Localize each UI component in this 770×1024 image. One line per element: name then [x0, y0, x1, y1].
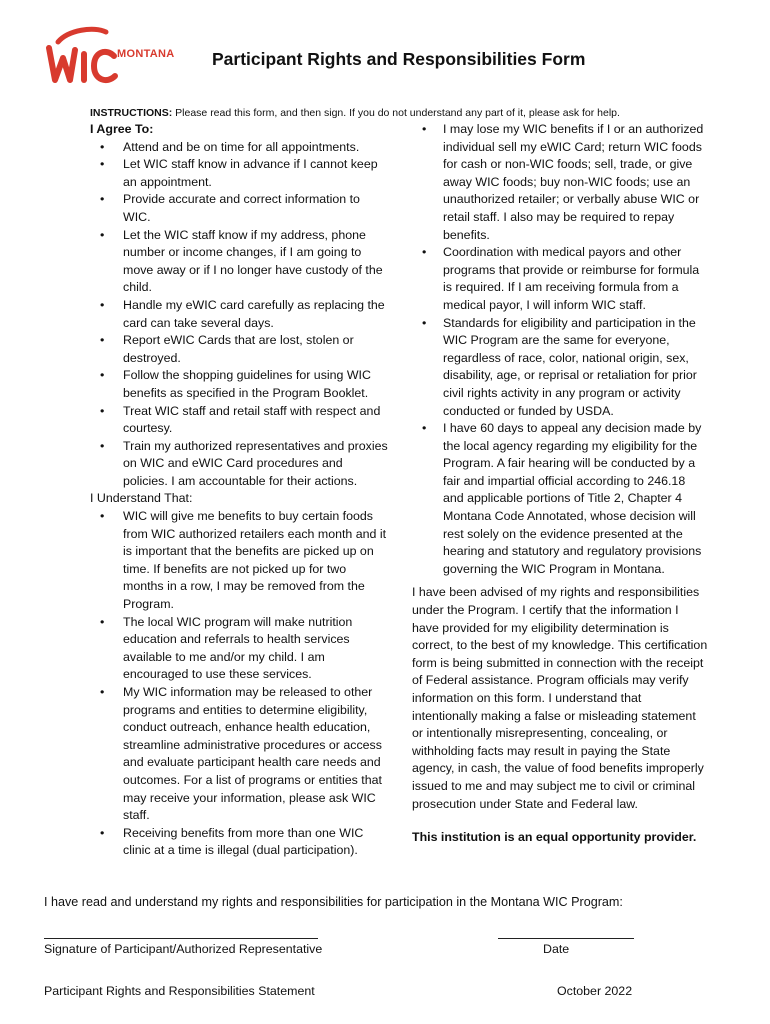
- date-label: Date: [543, 942, 570, 956]
- wic-logo-icon: [44, 24, 124, 88]
- agree-list: [90, 139, 390, 491]
- list-item: • Handle my eWIC card carefully as replacing the card can take several days.: [100, 297, 385, 330]
- list-item: • The local WIC program will make nutrition education and referrals to health services available to me and/or my child. I am encouraged to use these services.: [100, 614, 353, 682]
- footer-date: October 2022: [557, 984, 633, 998]
- list-item: • Provide accurate and correct information to WIC.: [100, 192, 360, 224]
- page-title: Participant Rights and Responsibilities Form: [212, 49, 586, 69]
- logo-text: MONTANA: [117, 48, 175, 60]
- read-statement: I have read and understand my rights and responsibilities for participation in the Montana WIC Program:: [44, 895, 623, 909]
- list-item: • Treat WIC staff and retail staff with respect and courtesy.: [100, 403, 381, 436]
- list-item: • Standards for eligibility and participation in the WIC Program are the same for everyone, regardless of race, color, national origin, sex, disability, age, or reprisal or retaliation for prior civil rights activity in any program or activity conducted or funded by USDA.: [422, 315, 697, 418]
- list-item: • WIC will give me benefits to buy certain foods from WIC authorized retailers each month and it is important that the benefits are picked up on time. If benefits are not picked up for two months in a row, I may be removed from the Program.: [100, 509, 387, 612]
- equal-opportunity-statement: This institution is an equal opportunity provider.: [412, 830, 697, 845]
- signature-label: Signature of Participant/Authorized Representative: [44, 942, 323, 956]
- right-list: [412, 121, 708, 578]
- list-item: • Coordination with medical payors and other programs that provide or reimburse for formula is required. If I am receiving formula from a medical payor, I will inform WIC staff.: [422, 245, 700, 312]
- understand-list: [90, 508, 390, 860]
- list-item: • Let the WIC staff know if my address, phone number or income changes, if I am going to move away or if I no longer have custody of the child.: [100, 227, 383, 295]
- list-item: • Receiving benefits from more than one WIC clinic at a time is illegal (dual participation).: [100, 825, 364, 858]
- agree-heading: I Agree To:: [90, 122, 154, 136]
- list-item: • Report eWIC Cards that are lost, stolen or destroyed.: [100, 333, 354, 365]
- instructions: [90, 107, 620, 119]
- instructions-text: Please read this form, and then sign. If you do not understand any part of it, please ask for help.: [172, 107, 620, 119]
- list-item: • Follow the shopping guidelines for using WIC benefits as specified in the Program Booklet.: [100, 368, 371, 400]
- wic-montana-logo: [44, 24, 204, 88]
- list-item: • Let WIC staff know in advance if I cannot keep an appointment.: [100, 157, 378, 189]
- understand-heading: I Understand That:: [90, 491, 193, 506]
- list-item: • Attend and be on time for all appointments.: [100, 139, 360, 154]
- footer-title: Participant Rights and Responsibilities Statement: [44, 984, 315, 998]
- right-column: [412, 121, 708, 847]
- signature-line[interactable]: [44, 938, 318, 939]
- list-item: • Train my authorized representatives and proxies on WIC and eWIC Card procedures and policies. I am accountable for their actions.: [100, 438, 388, 488]
- list-item: • I may lose my WIC benefits if I or an authorized individual sell my eWIC Card; return WIC foods for cash or non-WIC foods; sell, trade, or give away WIC foods; buy non-WIC foods; use an unauthorized retailer; or verbally abuse WIC or retail staff. I also may be required to repay benefits.: [422, 122, 704, 242]
- list-item: • My WIC information may be released to other programs and entities to determine eligibility, conduct outreach, enhance health education, streamline administrative procedures or access and evaluate participant health care needs and outcomes. For a list of programs or entities that may receive your information, please ask WIC staff.: [100, 685, 382, 823]
- list-item: • I have 60 days to appeal any decision made by the local agency regarding my eligibility for the Program. A fair hearing will be conducted by a fair and impartial official according to 246.18 and applicable portions of Title 2, Chapter 4 Montana Code Annotated, whose decision will rest solely on the evidence presented at the hearing and statutory and regulatory provisions governing the WIC Program in Montana.: [422, 421, 702, 576]
- left-column: [90, 121, 390, 860]
- instructions-label: INSTRUCTIONS:: [90, 107, 173, 119]
- advised-paragraph: I have been advised of my rights and responsibilities under the Program. I certify that the information I have provided for my eligibility determination is correct, to the best of my knowledge. This certification form is being submitted in connection with the receipt of Federal assistance. Program officials may verify information on this form. I understand that intentionally making a false or misleading statement or intentionally misrepresenting, concealing, or withholding facts may result in paying the State agency, in cash, the value of food benefits improperly issued to me and may subject me to civil or criminal prosecution under State and Federal law.: [412, 585, 708, 811]
- date-line[interactable]: [498, 938, 634, 939]
